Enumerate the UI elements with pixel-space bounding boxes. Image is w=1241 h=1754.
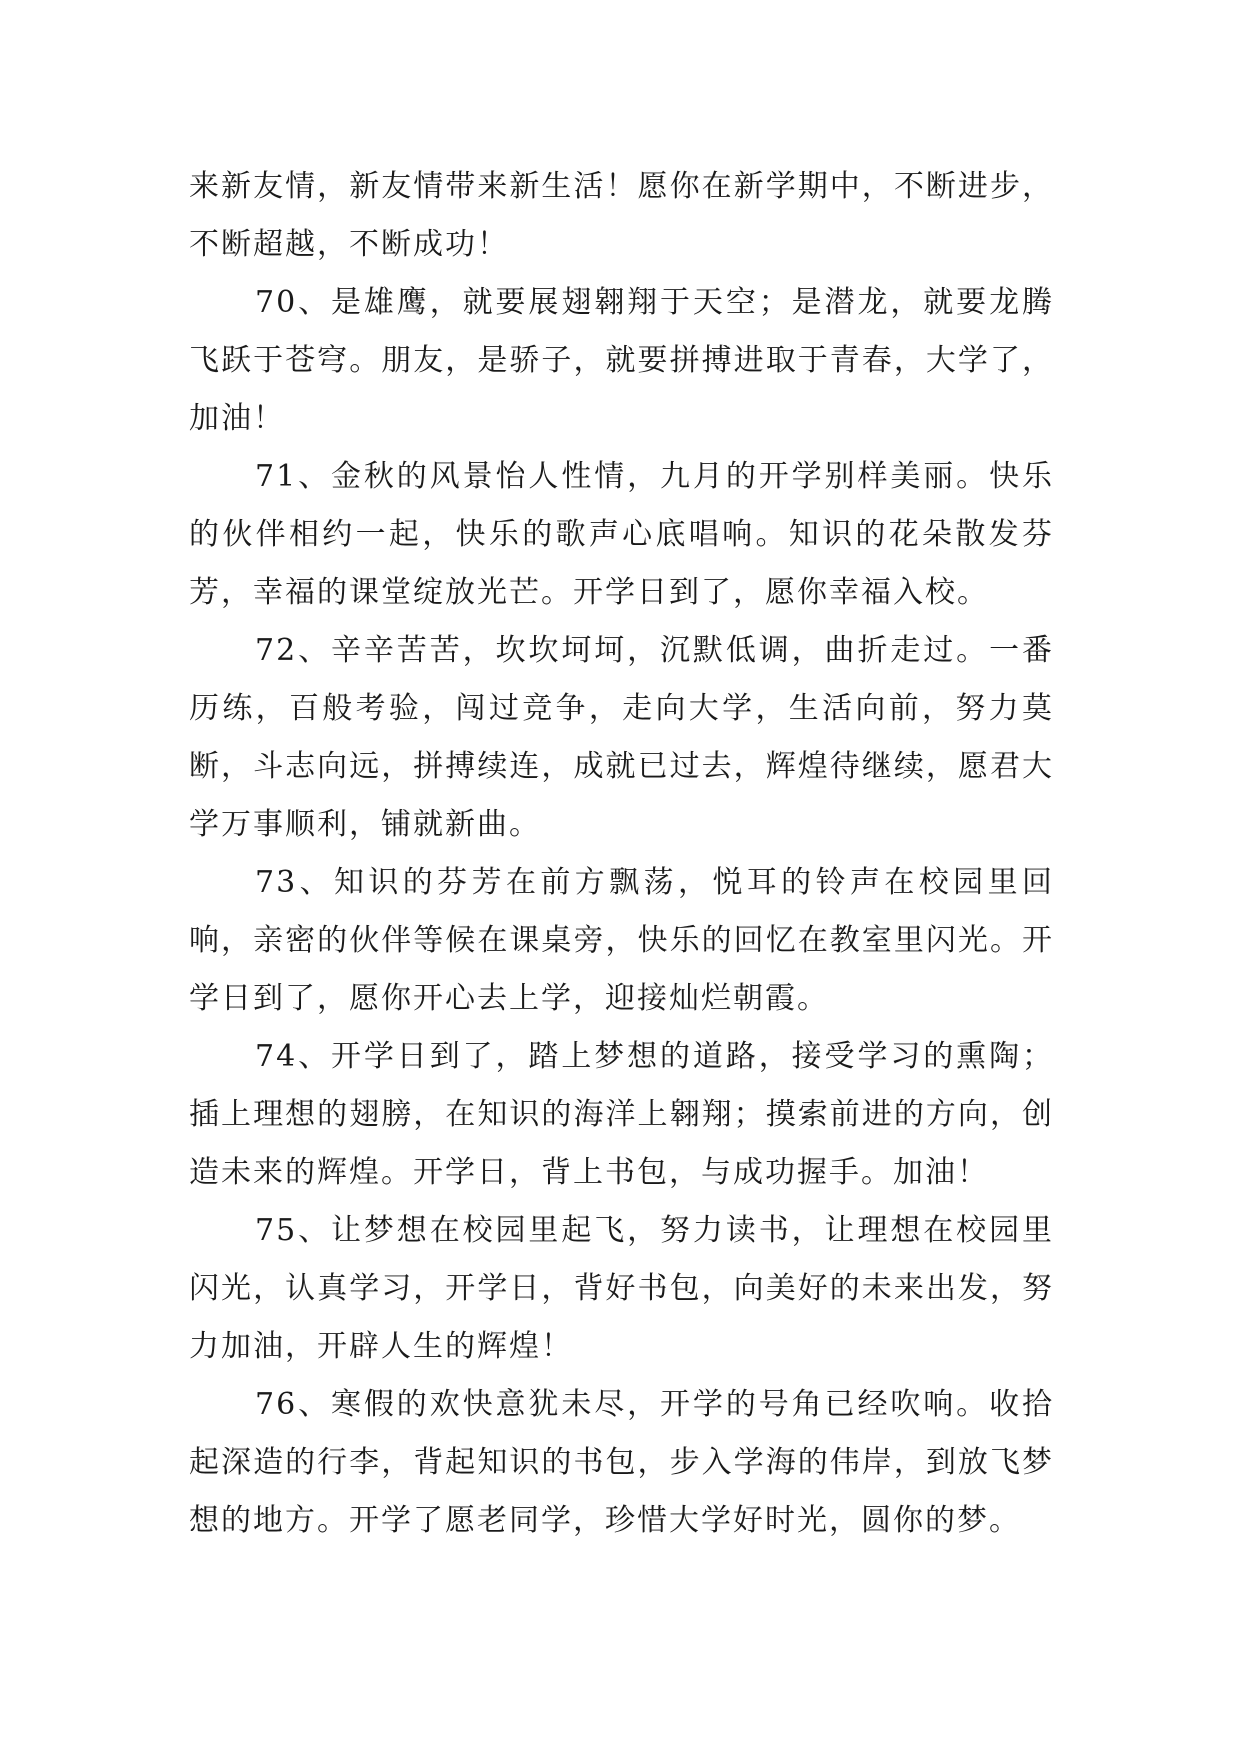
paragraph-continuation: 来新友情，新友情带来新生活！愿你在新学期中，不断进步，不断超越，不断成功！: [189, 169, 1054, 262]
paragraph-70: 70、是雄鹰，就要展翅翱翔于天空；是潜龙，就要龙腾飞跃于苍穹。朋友，是骄子，就要拼搏进取于青春，大学了，加油！: [189, 285, 1054, 436]
paragraph-74: 74、开学日到了，踏上梦想的道路，接受学习的熏陶；插上理想的翅膀，在知识的海洋上翱翔；摸索前进的方向，创造未来的辉煌。开学日，背上书包，与成功握手。加油！: [189, 1039, 1054, 1190]
paragraph-73: 73、知识的芬芳在前方飘荡，悦耳的铃声在校园里回响，亲密的伙伴等候在课桌旁，快乐的回忆在教室里闪光。开学日到了，愿你开心去上学，迎接灿烂朝霞。: [189, 865, 1054, 1016]
paragraph-72: 72、辛辛苦苦，坎坎坷坷，沉默低调，曲折走过。一番历练，百般考验，闯过竞争，走向大学，生活向前，努力莫断，斗志向远，拼搏续连，成就已过去，辉煌待继续，愿君大学万事顺利，铺就新曲。: [189, 633, 1054, 842]
document-body: [189, 158, 1054, 1550]
paragraph-76: 76、寒假的欢快意犹未尽，开学的号角已经吹响。收拾起深造的行李，背起知识的书包，步入学海的伟岸，到放飞梦想的地方。开学了愿老同学，珍惜大学好时光，圆你的梦。: [189, 1387, 1054, 1538]
paragraph-75: 75、让梦想在校园里起飞，努力读书，让理想在校园里闪光，认真学习，开学日，背好书包，向美好的未来出发，努力加油，开辟人生的辉煌！: [189, 1213, 1054, 1364]
paragraph-71: 71、金秋的风景怡人性情，九月的开学别样美丽。快乐的伙伴相约一起，快乐的歌声心底唱响。知识的花朵散发芬芳，幸福的课堂绽放光芒。开学日到了，愿你幸福入校。: [189, 459, 1054, 610]
